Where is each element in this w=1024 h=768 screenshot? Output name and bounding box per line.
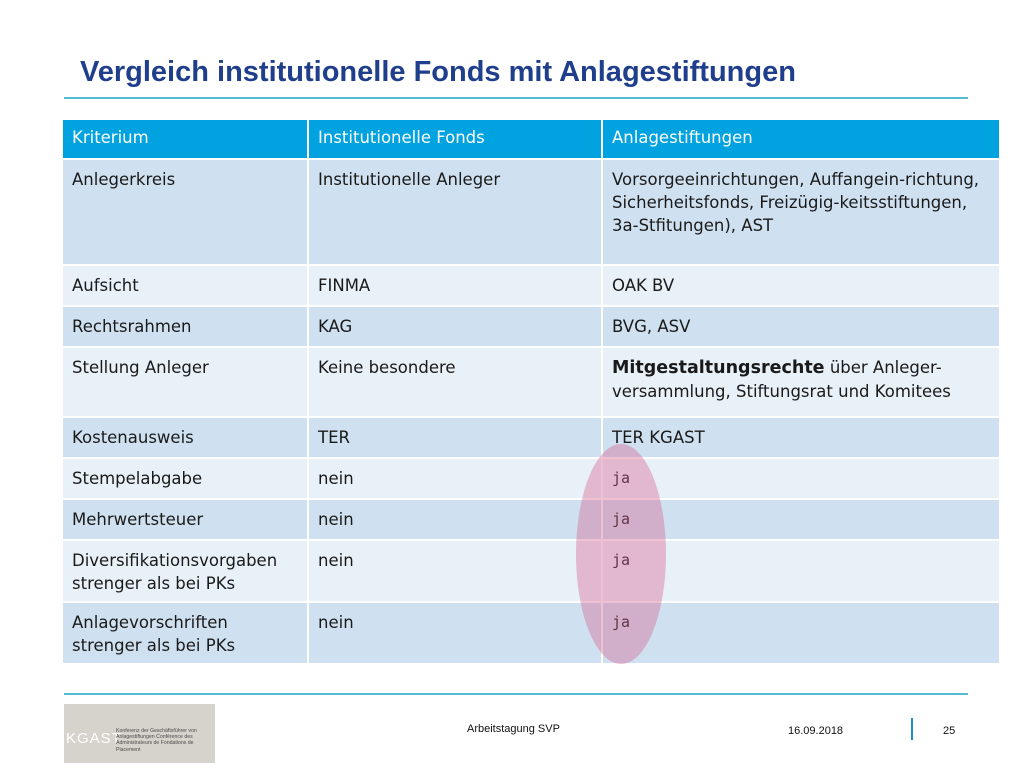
table-row [62, 458, 1000, 499]
cell-foundation: Vorsorgeeinrichtungen, Auffangein-richtung, Sicherheitsfonds, Freizügig-keitsstiftungen, 3a-Stfitungen), AST [602, 159, 1000, 265]
comparison-table [61, 118, 1001, 665]
cell-foundation [602, 347, 1000, 417]
cell-institutional: nein [308, 458, 602, 499]
cell-institutional: TER [308, 417, 602, 458]
cell-institutional: Institutionelle Anleger [308, 159, 602, 265]
cell-criterion: Rechtsrahmen [62, 306, 308, 347]
footer-event: Arbeitstagung SVP [467, 723, 560, 735]
table-row [62, 417, 1000, 458]
cell-criterion: Stellung Anleger [62, 347, 308, 417]
cell-criterion: Anlagevorschriften strenger als bei PKs [62, 602, 308, 664]
cell-criterion: Diversifikationsvorgaben strenger als bei PKs [62, 540, 308, 602]
table-row [62, 499, 1000, 540]
table-row [62, 159, 1000, 265]
footer-separator [911, 718, 913, 740]
table-row [62, 347, 1000, 417]
slide-title: Vergleich institutionelle Fonds mit Anlagestiftungen [80, 56, 796, 88]
cell-institutional: Keine besondere [308, 347, 602, 417]
cell-foundation: ja [602, 499, 1000, 540]
cell-criterion: Kostenausweis [62, 417, 308, 458]
cell-foundation: ja [602, 540, 1000, 602]
cell-institutional: KAG [308, 306, 602, 347]
cell-criterion: Mehrwertsteuer [62, 499, 308, 540]
cell-criterion: Aufsicht [62, 265, 308, 306]
header-institutionelle-fonds: Institutionelle Fonds [308, 119, 602, 159]
page-number: 25 [943, 725, 956, 737]
cell-foundation: ja [602, 602, 1000, 664]
table-header-row [62, 119, 1000, 159]
table-row [62, 265, 1000, 306]
cell-institutional: FINMA [308, 265, 602, 306]
title-divider [64, 97, 968, 99]
cell-foundation-rest: über Anleger-versammlung, Stiftungsrat und Komitees [612, 358, 951, 401]
cell-institutional: nein [308, 602, 602, 664]
cell-foundation: TER KGAST [602, 417, 1000, 458]
footer-date: 16.09.2018 [788, 725, 844, 737]
logo-mark: KGAST [66, 730, 122, 747]
table-row [62, 306, 1000, 347]
emphasis-text: Mitgestaltungsrechte [612, 358, 825, 378]
cell-foundation: OAK BV [602, 265, 1000, 306]
header-kriterium: Kriterium [62, 119, 308, 159]
cell-foundation: BVG, ASV [602, 306, 1000, 347]
kgast-logo [64, 704, 215, 763]
cell-criterion: Stempelabgabe [62, 458, 308, 499]
cell-institutional: nein [308, 540, 602, 602]
cell-foundation: ja [602, 458, 1000, 499]
logo-text: Konferenz der Geschäftsführer von Anlagestiftungen Conférence des Administrateurs de Fondations de Placement [116, 728, 197, 753]
table-row [62, 540, 1000, 602]
header-anlagestiftungen: Anlagestiftungen [602, 119, 1000, 159]
table-row [62, 602, 1000, 664]
cell-institutional: nein [308, 499, 602, 540]
footer-divider [64, 693, 968, 695]
cell-criterion: Anlegerkreis [62, 159, 308, 265]
